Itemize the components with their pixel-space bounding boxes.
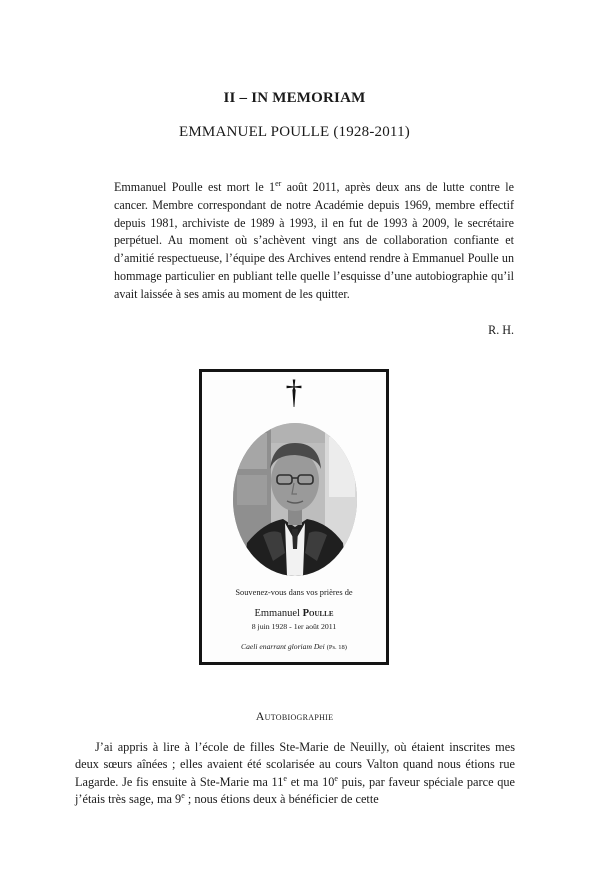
card-motto <box>202 642 386 651</box>
intro-text-start: Emmanuel Poulle est mort le 1 <box>114 180 276 194</box>
body-sup-3: e <box>181 791 185 801</box>
intro-superscript: er <box>275 178 282 188</box>
card-motto-reference: (Ps. 18) <box>326 644 347 651</box>
body-text-3: puis, par faveur spéciale parce que j’étais très sage, ma 9 <box>75 774 516 807</box>
card-name <box>202 608 386 619</box>
body-text-2: et ma 10 <box>286 774 335 789</box>
card-prayer-text: Souvenez-vous dans vos prières de <box>235 588 353 597</box>
intro-paragraph <box>114 179 514 304</box>
autobiography-heading: Autobiographie <box>255 709 334 723</box>
memorial-card <box>199 369 389 665</box>
body-sup-1: e <box>283 773 287 783</box>
body-sup-2: e <box>334 773 338 783</box>
card-last-name: Poulle <box>302 608 334 619</box>
intro-text-rest: août 2011, après deux ans de lutte contre le cancer. Membre correspondant de notre Académie depuis 1969, membre effectif depuis 1981, archiviste de 1989 à 1993, il en fut de 1993 à 2009, le secrétaire perpétuel. Au moment où s’achèvent vingt ans de collaboration confiante et d’amitié respectueuse, l’équipe des Archives entend rendre à Emmanuel Poulle un hommage particulier en publiant telle quelle l’esquisse d’une autobiographie qu’il avait laissée à ses amis au moment de les quitter. <box>114 180 514 301</box>
portrait-illustration <box>233 423 357 576</box>
signature: R. H. <box>488 323 514 337</box>
card-dates: 8 juin 1928 - 1er août 2011 <box>251 622 337 631</box>
body-text-1: J’ai appris à lire à l’école de filles Ste-Marie de Neuilly, où étaient inscrites mes deux sœurs aînées ; elles avaient été scolarisée au cours Valton quand nous étions rue Lagarde. Je fis ensuite à Ste-Marie ma 11 <box>75 740 515 789</box>
portrait-photo <box>233 423 357 576</box>
article-title: EMMANUEL POULLE (1928-2011) <box>179 124 410 140</box>
body-text-4: ; nous étions deux à bénéficier de cette <box>184 792 379 807</box>
card-motto-text: Caeli enarrant gloriam Dei <box>241 642 325 651</box>
card-first-name: Emmanuel <box>254 608 303 619</box>
autobiography-paragraph <box>75 739 515 809</box>
section-title: II – IN MEMORIAM <box>223 90 366 106</box>
cross-icon: † <box>285 374 303 411</box>
